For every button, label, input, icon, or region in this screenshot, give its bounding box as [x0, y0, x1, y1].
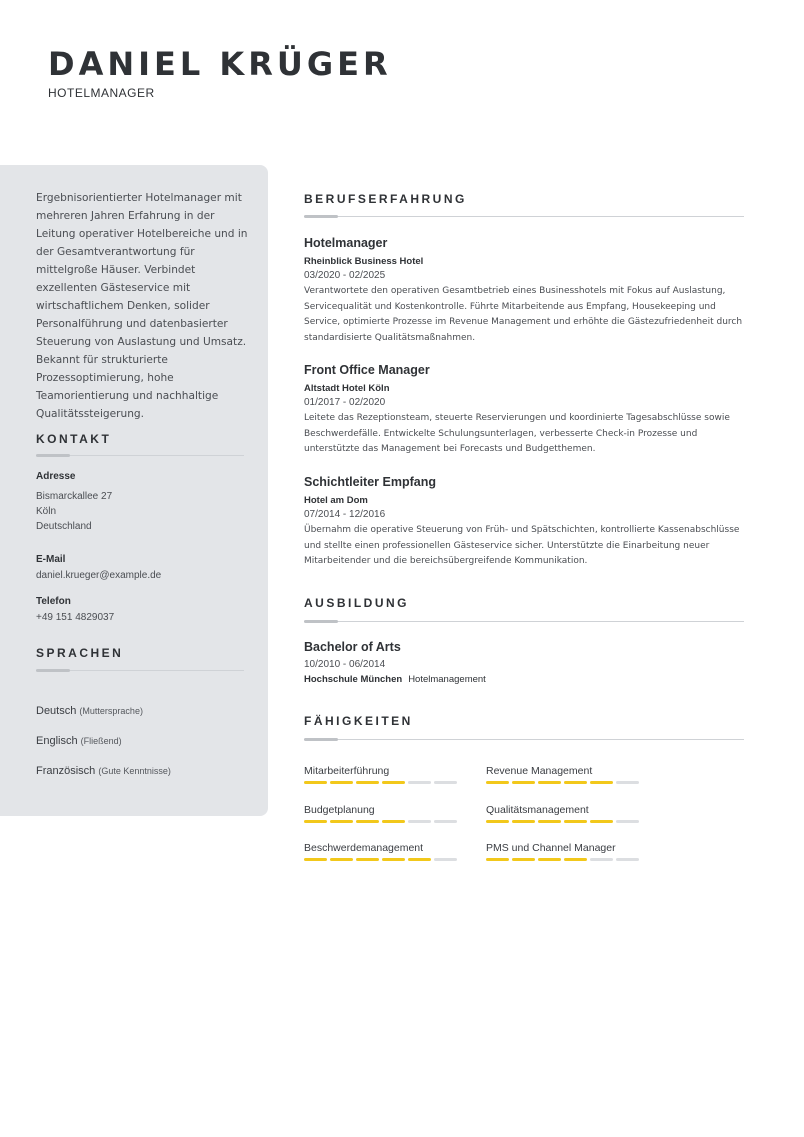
- skill-bar-filled: [356, 858, 379, 861]
- skill-bar-filled: [564, 820, 587, 823]
- skill-bar-filled: [382, 820, 405, 823]
- full-name: DANIEL KRÜGER: [48, 45, 392, 83]
- skill-item: [486, 765, 646, 784]
- email-label: E-Mail: [36, 554, 66, 565]
- education-school: [304, 674, 486, 685]
- skill-name: Revenue Management: [486, 765, 593, 777]
- education-divider: [304, 621, 744, 622]
- sidebar: [0, 165, 268, 816]
- skill-bar-filled: [304, 858, 327, 861]
- skill-bar-empty: [434, 820, 457, 823]
- job-description: Übernahm die operative Steuerung von Früh- und Spätschichten, kontrollierte Kassenabschlüsse und stellte einen professionellen Gästeservice sicher. Unterstützte die Einarbeitung neuer Mitarbeitender und die bereichsübergreifende Kommunikation.: [304, 525, 740, 566]
- job-company: Rheinblick Business Hotel: [304, 256, 424, 267]
- language-item: Deutsch (Muttersprache): [36, 705, 143, 717]
- skill-bar-filled: [590, 820, 613, 823]
- skill-item: [304, 842, 464, 861]
- skills-divider: [304, 739, 744, 740]
- skill-bar-filled: [512, 858, 535, 861]
- profile-summary: Ergebnisorientierter Hotelmanager mit mehreren Jahren Erfahrung in der Leitung operativer Hotelbereiche und in der Gesamtverantwortung für mittelgroße Häuser. Verbindet exzellenten Gästeservice mit wirtschaftlichem Denken, solider Personalführung und datenbasierter Steuerung von Auslastung und Umsatz. Bekannt für strukturierte Prozessoptimierung, hohe Teamorientierung und nachhaltige Qualitätssteigerung.: [36, 192, 248, 420]
- skill-name: PMS und Channel Manager: [486, 842, 616, 854]
- experience-heading: BERUFSERFAHRUNG: [304, 192, 467, 206]
- language-item: Französisch (Gute Kenntnisse): [36, 765, 171, 777]
- job-role: HOTELMANAGER: [48, 86, 155, 100]
- job-dates: 07/2014 - 12/2016: [304, 509, 386, 520]
- job-description: Verantwortete den operativen Gesamtbetrieb eines Businesshotels mit Fokus auf Auslastung, Servicequalität und Kostenkontrolle. Führte Mitarbeitende aus Empfang, Housekeeping und Service, optimierte Prozesse im Revenue Management und erhöhte die Gästezufriedenheit durch standardisierte Qualitätsmaßnahmen.: [304, 286, 743, 343]
- skill-bar-filled: [382, 781, 405, 784]
- skill-bar-filled: [330, 820, 353, 823]
- contact-divider-accent: [36, 454, 70, 457]
- job-title: Schichtleiter Empfang: [304, 475, 436, 489]
- job-description: Leitete das Rezeptionsteam, steuerte Reservierungen und koordinierte Tagesabschlüsse sowie Beschwerdefälle. Entwickelte Schulungsunterlagen, verbesserte Check-in Prozesse und unterstützte das Management bei Forecasts und Budgetthemen.: [304, 413, 730, 454]
- skill-bar-filled: [356, 781, 379, 784]
- email-value[interactable]: daniel.krueger@example.de: [36, 570, 162, 581]
- skill-bar-empty: [408, 820, 431, 823]
- education-divider-accent: [304, 620, 338, 623]
- job-dates: 03/2020 - 02/2025: [304, 270, 386, 281]
- skill-bar-filled: [538, 820, 561, 823]
- skill-name: Mitarbeiterführung: [304, 765, 390, 777]
- skill-bar-filled: [590, 781, 613, 784]
- phone-value[interactable]: +49 151 4829037: [36, 612, 115, 623]
- skill-bar-filled: [486, 858, 509, 861]
- job-title: Hotelmanager: [304, 236, 388, 250]
- skill-bar-filled: [564, 781, 587, 784]
- skill-bar-filled: [330, 858, 353, 861]
- job-title: Front Office Manager: [304, 363, 430, 377]
- job-dates: 01/2017 - 02/2020: [304, 397, 386, 408]
- education-heading: AUSBILDUNG: [304, 596, 409, 610]
- skill-level-bars: [304, 858, 464, 861]
- skill-bar-filled: [330, 781, 353, 784]
- address-line-2: Köln: [36, 506, 57, 517]
- education-dates: 10/2010 - 06/2014: [304, 659, 386, 670]
- skill-bar-empty: [616, 820, 639, 823]
- experience-divider: [304, 216, 744, 217]
- phone-label: Telefon: [36, 596, 71, 607]
- skill-bar-empty: [434, 858, 457, 861]
- skill-bar-empty: [590, 858, 613, 861]
- experience-divider-accent: [304, 215, 338, 218]
- language-item: Englisch (Fließend): [36, 735, 122, 747]
- skill-bar-filled: [512, 781, 535, 784]
- skill-bar-empty: [616, 781, 639, 784]
- skill-level-bars: [304, 820, 464, 823]
- school-name: Hochschule München: [304, 674, 403, 685]
- skill-name: Budgetplanung: [304, 804, 375, 816]
- skill-level-bars: [304, 781, 464, 784]
- skill-level-bars: [486, 781, 646, 784]
- skill-bar-filled: [304, 781, 327, 784]
- field-of-study: Hotelmanagement: [408, 674, 486, 685]
- skill-item: [304, 804, 464, 823]
- skill-bar-filled: [408, 858, 431, 861]
- skill-bar-empty: [616, 858, 639, 861]
- skill-bar-filled: [538, 781, 561, 784]
- job-company: Hotel am Dom: [304, 495, 368, 506]
- languages-heading: SPRACHEN: [36, 646, 124, 660]
- job-company: Altstadt Hotel Köln: [304, 383, 390, 394]
- skill-bar-filled: [486, 781, 509, 784]
- header: [48, 44, 392, 100]
- skill-bar-filled: [538, 858, 561, 861]
- skill-bar-empty: [408, 781, 431, 784]
- address-label: Adresse: [36, 471, 76, 482]
- skill-level-bars: [486, 820, 646, 823]
- skill-bar-filled: [304, 820, 327, 823]
- skill-item: [486, 804, 646, 823]
- languages-divider-accent: [36, 669, 70, 672]
- skill-level-bars: [486, 858, 646, 861]
- degree-title: Bachelor of Arts: [304, 640, 401, 654]
- skill-bar-filled: [356, 820, 379, 823]
- skill-bar-filled: [512, 820, 535, 823]
- skill-name: Qualitätsmanagement: [486, 804, 589, 816]
- skill-bar-empty: [434, 781, 457, 784]
- skill-bar-filled: [382, 858, 405, 861]
- skill-bar-filled: [486, 820, 509, 823]
- address-line-1: Bismarckallee 27: [36, 491, 113, 502]
- skill-name: Beschwerdemanagement: [304, 842, 424, 854]
- skills-heading: FÄHIGKEITEN: [304, 714, 413, 728]
- skills-divider-accent: [304, 738, 338, 741]
- address-line-3: Deutschland: [36, 521, 92, 532]
- skill-bar-filled: [564, 858, 587, 861]
- contact-heading: KONTAKT: [36, 432, 112, 446]
- skill-item: [304, 765, 464, 784]
- skill-item: [486, 842, 646, 861]
